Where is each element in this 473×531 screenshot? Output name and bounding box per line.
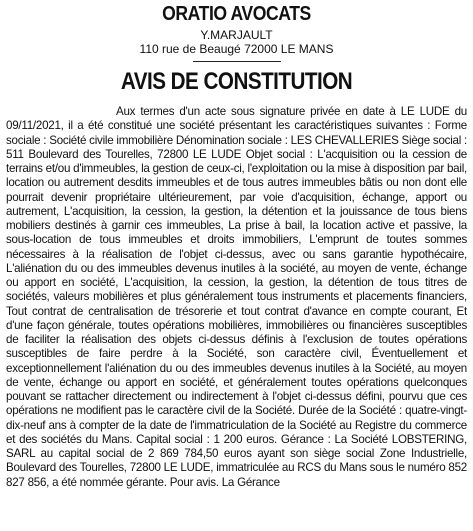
- firm-address: 110 rue de Beaugé 72000 LE MANS: [139, 42, 334, 56]
- notice-title: AVIS DE CONSTITUTION: [120, 68, 353, 95]
- firm-name: ORATIO AVOCATS: [162, 3, 311, 25]
- header-divider: [193, 61, 281, 62]
- notice-body: Aux termes d'un acte sous signature privée en date à LE LUDE du 09/11/2021, il a été constitué une société présentant les caractéristiques suivantes : Forme sociale : Société civile immobilière Dénomination sociale : LES CHEVALLERIES Siège social : 511 Boulevard des Tourelles, 72800 LE LUDE Objet social : L'acquisition ou la cession de terrains et/ou d'immeubles, la gestion de ceux-ci, l'exploitation ou la mise à disposition par bail, location ou autrement desdits immeubles et de tous autres immeubles bâtis ou non dont elle pourrait devenir propriétaire ultérieurement, par voie d'acquisition, échange, apport ou autrement, L'acquisition, la cession, la gestion, la détention et la jouissance de tous biens mobiliers destinés à garnir ces immeubles, La prise à bail, la location active et passive, la sous-location de tous immeubles et droits immobiliers, L'emprunt de toutes sommes nécessaires à la réalisation de l'objet ci-dessus, avec ou sans garantie hypothécaire, L'aliénation du ou des immeubles devenus inutiles à la société, au moyen de vente, échange ou apport en société, L'acquisition, la cession, la gestion, la détention de tous titres de sociétés, valeurs mobilières et plus généralement tous instruments et placements financiers, Tout contrat de centralisation de trésorerie et tout contrat d'avance en compte courant, Et d'une façon générale, toutes opérations mobilières, immobilières ou financières susceptibles de faciliter la réalisation des objets ci-dessus définis à l'exclusion de toutes opérations susceptibles de faire perdre à la Société, son caractère civil, Éventuellement et exceptionnellement l'aliénation du ou des immeubles devenus inutiles à la Société, au moyen de vente, échange ou apport en société, et généralement toutes opérations quelconques pouvant se rattacher directement ou indirectement à l'objet ci-dessus défini, pourvu que ces opérations ne modifient pas le caractère civil de la Société. Durée de la Société : quatre-vingt-dix-neuf ans à compter de la date de l'immatriculation de la Société au Registre du commerce et des sociétés du Mans. Capital social : 1 200 euros. Gérance : La Société LOBSTERING, SARL au capital social de 2 869 784,50 euros ayant son siège social Zone Industrielle, Boulevard des Tourelles, 72800 LE LUDE, immatriculée au RCS du Mans sous le numéro 852 827 856, a été nommée gérante. Pour avis. La Gérance: [6, 105, 467, 489]
- firm-contact-name: Y.MARJAULT: [200, 28, 273, 42]
